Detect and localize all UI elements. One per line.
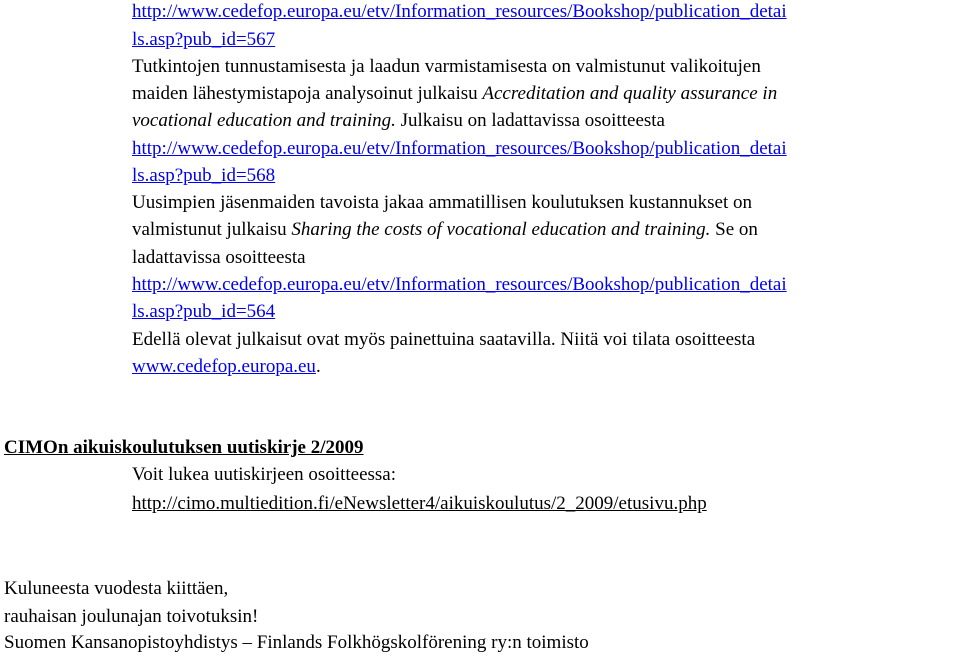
paragraph-printed: Edellä olevat julkaisut ovat myös painettuina saatavilla. Niitä voi tilata osoitteesta [132, 329, 756, 350]
link-564-line1 [132, 273, 787, 297]
link-564-line2 [132, 300, 275, 324]
publication-title-costs: Sharing the costs of vocational education and training. [291, 219, 711, 240]
text: . [315, 356, 321, 377]
link-567-line1 [132, 0, 787, 24]
cedefop-link-568-part2[interactable]: ls.asp?pub_id=568 [132, 165, 276, 186]
cedefop-link-567-part2[interactable]: ls.asp?pub_id=567 [132, 29, 276, 50]
paragraph-accreditation-line3 [132, 109, 665, 133]
link-568-line2 [132, 164, 275, 188]
paragraph-costs-line1: Uusimpien jäsenmaiden tavoista jakaa ammatillisen koulutuksen kustannukset on [132, 192, 753, 213]
text: Julkaisu on ladattavissa osoitteesta [395, 110, 665, 131]
text: Se on [710, 219, 758, 240]
link-567-line2 [132, 28, 275, 52]
newsletter-text: Voit lukea uutiskirjeen osoitteessa: [132, 464, 397, 485]
cedefop-link-564-part1[interactable]: http://www.cedefop.europa.eu/etv/Information_resources/Bookshop/publication_detai [132, 274, 787, 295]
text: valmistunut julkaisu [132, 219, 292, 240]
paragraph-costs-line3: ladattavissa osoitteesta [132, 247, 306, 268]
cedefop-link-567-part1[interactable]: http://www.cedefop.europa.eu/etv/Information_resources/Bookshop/publication_detai [132, 1, 787, 22]
text: maiden lähestymistapoja analysoinut julkaisu [132, 83, 483, 104]
cedefop-link-564-part2[interactable]: ls.asp?pub_id=564 [132, 301, 276, 322]
publication-title-accreditation-cont: vocational education and training. [132, 110, 396, 131]
newsletter-link-line [132, 492, 707, 516]
link-568-line1 [132, 137, 787, 161]
closing-line2: rauhaisan joulunajan toivotuksin! [4, 606, 259, 627]
cedefop-link-568-part1[interactable]: http://www.cedefop.europa.eu/etv/Information_resources/Bookshop/publication_detai [132, 138, 787, 159]
paragraph-accreditation-line1: Tutkintojen tunnustamisesta ja laadun varmistamisesta on valmistunut valikoitujen [132, 56, 761, 77]
paragraph-accreditation-line2 [132, 82, 777, 106]
paragraph-costs-line2 [132, 218, 758, 242]
publication-title-accreditation: Accreditation and quality assurance in [482, 83, 778, 104]
closing-line1: Kuluneesta vuodesta kiittäen, [4, 578, 229, 599]
paragraph-printed-link-line [132, 355, 321, 379]
newsletter-heading: CIMOn aikuiskoulutuksen uutiskirje 2/2009 [4, 437, 364, 458]
cedefop-home-link[interactable]: www.cedefop.europa.eu [132, 356, 316, 377]
closing-signature: Suomen Kansanopistoyhdistys – Finlands Folkhögskolförening ry:n toimisto [4, 632, 589, 653]
newsletter-link[interactable]: http://cimo.multiedition.fi/eNewsletter4/aikuiskoulutus/2_2009/etusivu.php [132, 493, 707, 514]
